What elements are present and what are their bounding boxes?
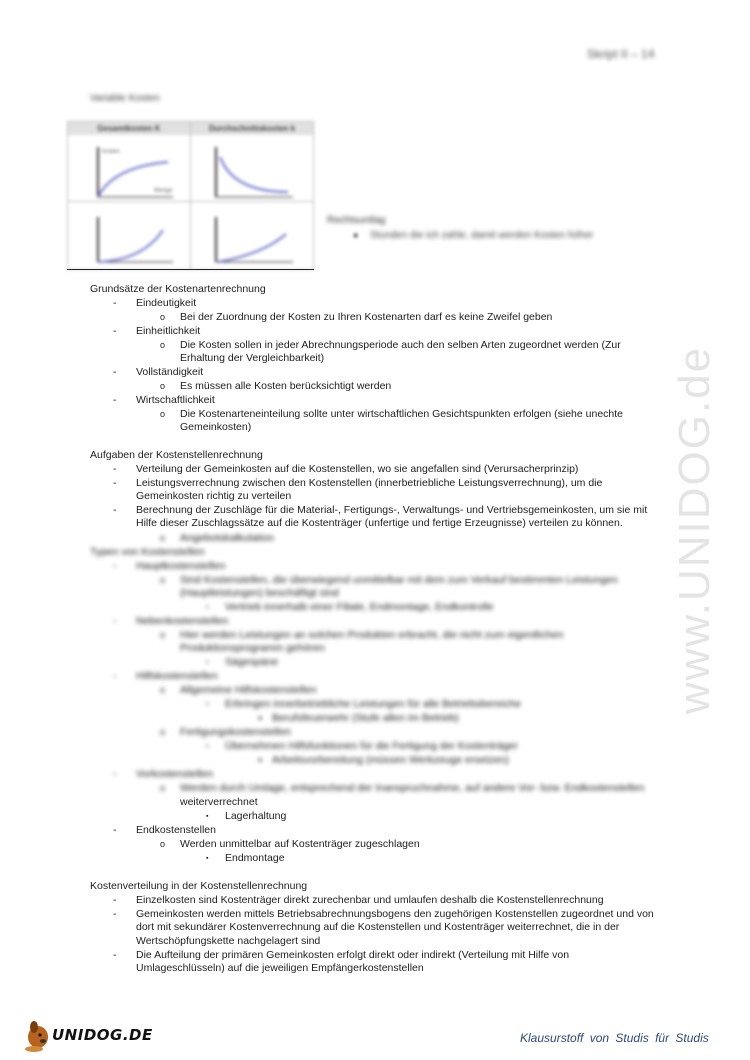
vor-text: weiterverrechnet <box>180 796 258 808</box>
circle-marker: o <box>160 381 166 391</box>
grundsatz-text: Es müssen alle Kosten berücksichtigt werden <box>180 380 392 392</box>
verteilung-text: dort mit sekundärer Kostenverrechnung auf die Kostenstellen und Kostenträger weiterrechnet, die in der <box>136 921 620 933</box>
square-marker: ▪ <box>206 855 209 862</box>
blurred-text: Sägespäne <box>225 656 279 668</box>
square-marker: ▪ <box>206 701 209 708</box>
circle-marker: o <box>160 409 166 419</box>
grundsatz-label: Einheitlichkeit <box>136 325 201 337</box>
dash-marker: - <box>113 297 117 309</box>
aside-title: Rechtsuntlag <box>327 215 386 226</box>
square-marker: ● <box>258 757 263 764</box>
aside-text: Stunden die ich zahle, damit werden Kosten höher <box>370 230 594 241</box>
grundsatz-text: Bei der Zuordnung der Kosten zu Ihren Kostenarten darf es keine Zweifel geben <box>180 311 553 323</box>
grundsatz-label: Vollständigkeit <box>136 366 204 378</box>
aufgabe-text: Verteilung der Gemeinkosten auf die Kostenstellen, wo sie angefallen sind (Verursacherprinzip) <box>136 463 579 475</box>
footer-slogan: Klausurstoff von Studis für Studis <box>520 1031 709 1045</box>
blurred-text: Berufsfeuerwehr (Stufe allen im Betrieb) <box>272 712 459 724</box>
aufgabe-text: Leistungsverrechnung zwischen den Kostenstellen (innerbetriebliche Leistungsverrechnung), um die <box>136 477 603 489</box>
typen-title: Typen von Kostenstellen <box>90 546 205 558</box>
grundsatz-text: Gemeinkosten) <box>180 421 252 433</box>
verteilung-text: Umlageschlüsseln) auf die jeweiligen Empfängerkostenstellen <box>136 962 424 974</box>
blurred-text: (Hauptleistungen) beschäftigt sind <box>180 587 339 599</box>
curve-panel-progressive-total <box>98 217 173 262</box>
aufgabe-text: Hilfe dieser Zuschlagssätze auf die Kostenträger (unfertige und fertige Erzeugnisse) verteilen zu können. <box>136 517 623 529</box>
dash-marker: - <box>113 463 117 475</box>
verteilung-text: Die Aufteilung der primären Gemeinkosten erfolgt direkt oder indirekt (Verteilung mit Hilfe von <box>136 949 570 961</box>
dash-marker: - <box>113 768 117 780</box>
grundsatz-label: Wirtschaftlichkeit <box>136 394 215 406</box>
blurred-text: Vertrieb innerhalb einer Filiale, Endmontage, Endkontrolle <box>225 601 494 613</box>
square-marker: ● <box>258 715 263 722</box>
blurred-text: Hier werden Leistungen an solchen Produkten erbracht, die nicht zum eigentlichen <box>180 629 564 641</box>
blurred-text: Fertigungskostenstellen <box>180 726 291 738</box>
dash-marker: - <box>113 670 117 682</box>
circle-marker: o <box>160 575 166 585</box>
blurred-text: Werden durch Umlage, entsprechend der Inanspruchnahme, auf andere Vor- bzw. Endkostenstellen <box>180 782 645 794</box>
aufgabe-text: Berechnung der Zuschläge für die Material-, Fertigungs-, Verwaltungs- und Vertriebsgemeinkosten, um sie mit <box>136 504 648 516</box>
blurred-text: Übernehmen Hilfsfunktionen für die Fertigung der Kostenträger <box>225 740 518 752</box>
square-marker: ▪ <box>206 659 209 666</box>
dash-marker: - <box>113 908 117 920</box>
table-header-total: Gesamtkosten K <box>68 122 190 135</box>
typ-label: Nebenkostenstellen <box>136 615 229 627</box>
blurred-text: Angebotskalkulation <box>180 532 274 544</box>
circle-marker: o <box>160 312 166 322</box>
grundsatz-text: Die Kostenarteneinteilung sollte unter wirtschaftlichen Gesichtspunkten erfolgen (siehe unechte <box>180 408 624 420</box>
end-example: Endmontage <box>225 852 285 864</box>
square-marker: ▪ <box>206 604 209 611</box>
grundsaetze-title: Grundsätze der Kostenartenrechnung <box>90 283 266 295</box>
page-label: Skript II – 14 <box>587 47 655 61</box>
square-marker: ▪ <box>206 813 209 820</box>
dash-marker: - <box>113 504 117 516</box>
blurred-text: Erbringen innerbetriebliche Leistungen für alle Betriebsbereiche <box>225 698 521 710</box>
dash-marker: - <box>113 949 117 961</box>
dash-marker: - <box>113 394 117 406</box>
aside-bullet: ● <box>353 230 359 240</box>
cost-curve-table <box>67 121 314 270</box>
dash-marker: - <box>113 824 117 836</box>
curve-label-kosten: kosten <box>102 149 120 155</box>
grundsatz-text: Erhaltung der Vergleichbarkeit) <box>180 352 325 364</box>
typ-label: Endkostenstellen <box>136 824 216 836</box>
square-marker: ▪ <box>206 743 209 750</box>
vor-example: Lagerhaltung <box>225 810 287 822</box>
circle-marker: o <box>160 533 166 543</box>
blurred-text: Sind Kostenstellen, die überwiegend unmittelbar mit dem zum Verkauf bestimmten Leistungen <box>180 574 618 586</box>
dash-marker: - <box>113 477 117 489</box>
dash-marker: - <box>113 894 117 906</box>
typ-label: Hilfskostenstellen <box>136 670 218 682</box>
cost-curves <box>68 122 313 269</box>
dash-marker: - <box>113 560 117 572</box>
circle-marker: o <box>160 727 166 737</box>
circle-marker: o <box>160 839 166 849</box>
table-header-average: Durchschnittskosten k <box>191 122 313 135</box>
circle-marker: o <box>160 783 166 793</box>
circle-marker: o <box>160 630 166 640</box>
dash-marker: - <box>113 615 117 627</box>
grundsatz-label: Eindeutigkeit <box>136 297 197 309</box>
end-text: Werden unmittelbar auf Kostenträger zugeschlagen <box>180 838 420 850</box>
variable-costs-heading: Variable Kosten <box>90 93 160 104</box>
typ-label: Hauptkostenstellen <box>136 560 226 572</box>
dash-marker: - <box>113 366 117 378</box>
curve-panel-degressive-average <box>216 147 293 197</box>
blurred-text: Arbeitsvorbereitung (müssen Werkzeuge ersetzen) <box>272 754 509 766</box>
verteilung-title: Kostenverteilung in der Kostenstellenrechnung <box>90 880 308 892</box>
aufgaben-title: Aufgaben der Kostenstellenrechnung <box>90 449 263 461</box>
typ-label: Vorkostenstellen <box>136 768 214 780</box>
grundsatz-text: Die Kosten sollen in jeder Abrechnungsperiode auch den selben Arten zugeordnet werden (Zur <box>180 339 621 351</box>
watermark: www.UNIDOG.de <box>670 345 719 715</box>
blurred-text: Produktionsprogramm gehören <box>180 642 325 654</box>
verteilung-text: Gemeinkosten werden mittels Betriebsabrechnungsbogens den zugehörigen Kostenstellen zugeordnet und von <box>136 908 654 920</box>
blurred-text: Allgemeine Hilfskostenstellen <box>180 684 317 696</box>
table-baseline <box>67 269 314 270</box>
curve-label-menge: Menge <box>154 188 173 194</box>
dash-marker: - <box>113 325 117 337</box>
verteilung-text: Einzelkosten sind Kostenträger direkt zurechenbar und umlaufen deshalb die Kostenstellenrechnung <box>136 894 604 906</box>
aufgabe-text: Gemeinkosten richtig zu verteilen <box>136 490 292 502</box>
logo-text: UNIDOG.DE <box>52 1026 153 1044</box>
curve-panel-progressive-average <box>216 217 293 262</box>
circle-marker: o <box>160 340 166 350</box>
verteilung-text: Wertschöpfungskette nachgelagert sind <box>136 935 321 947</box>
circle-marker: o <box>160 685 166 695</box>
